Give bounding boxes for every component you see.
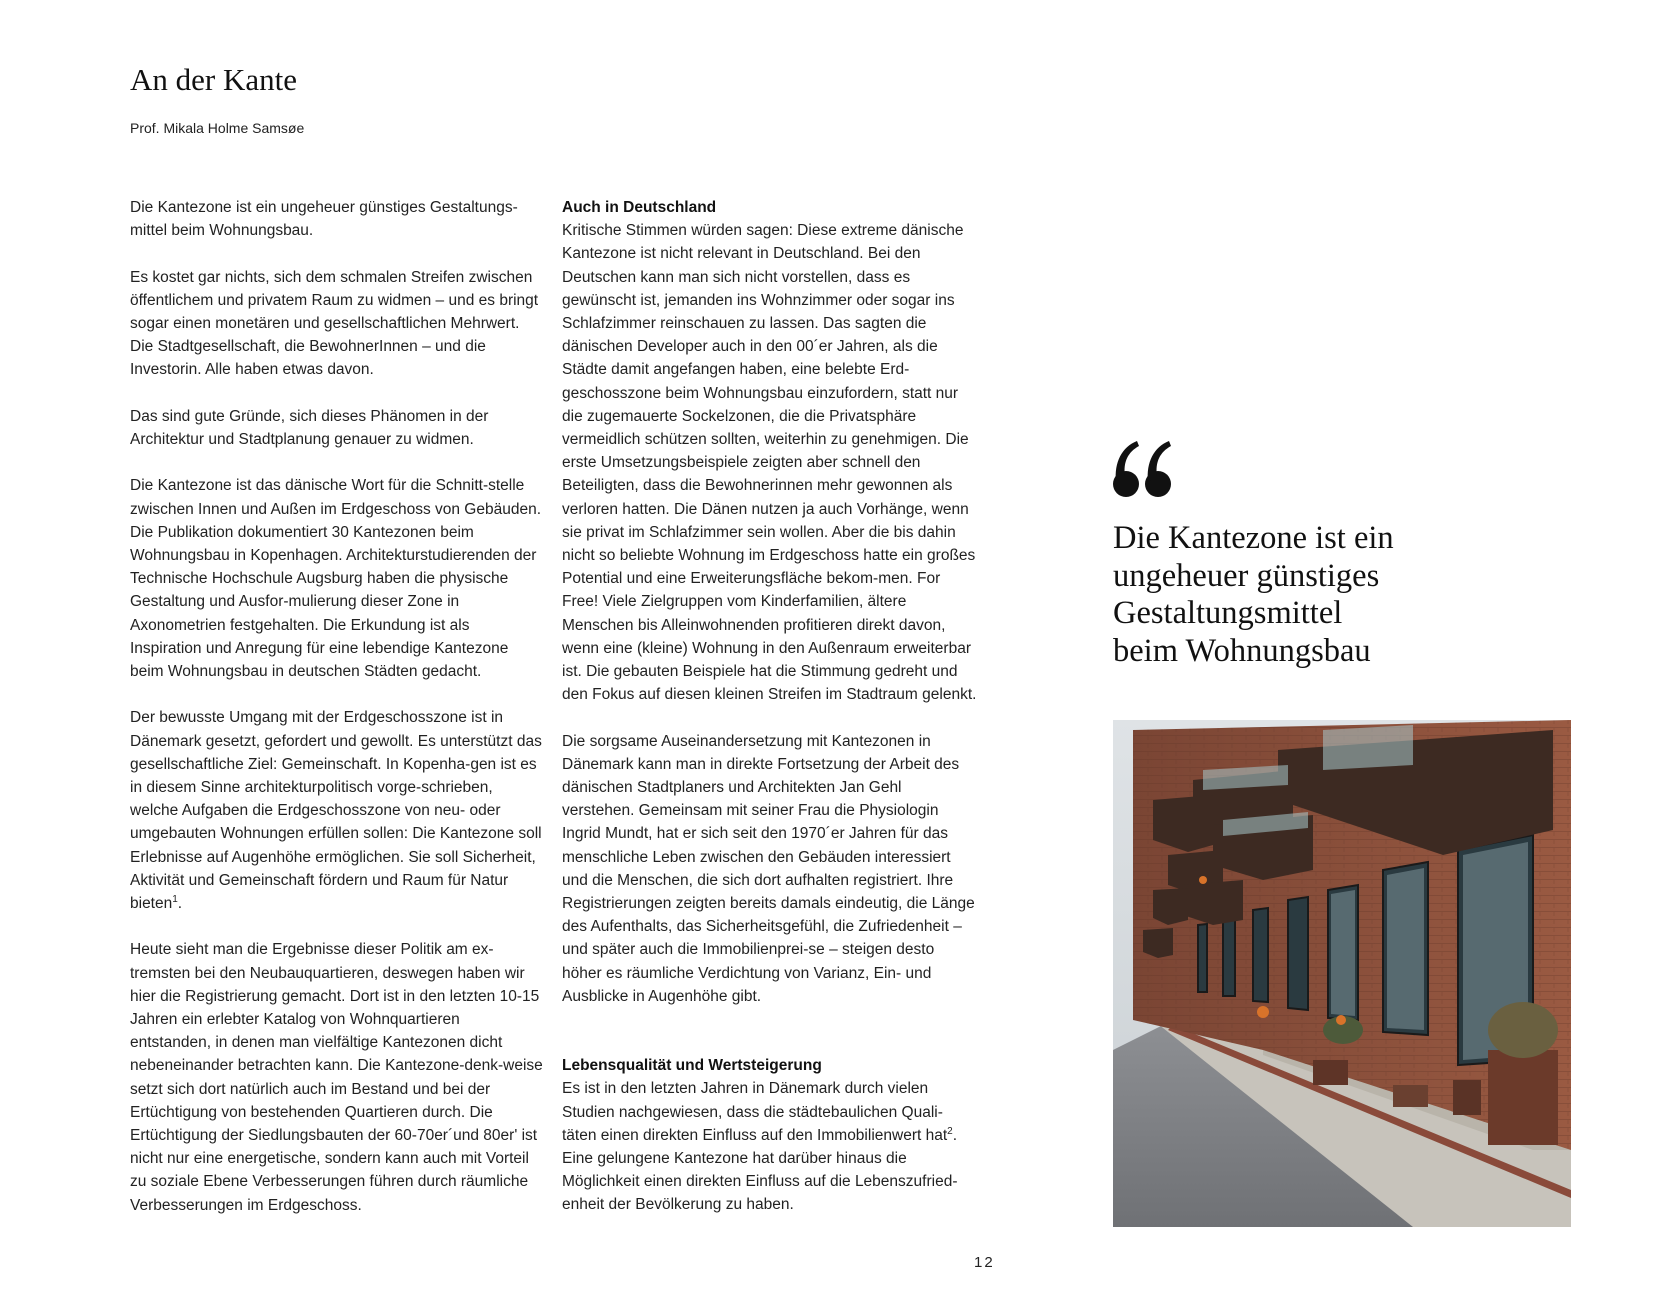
quote-line: ungeheuer günstiges [1113, 557, 1380, 594]
paragraph: Die sorgsame Auseinandersetzung mit Kantezonen in Dänemark kann man in direkte Fortsetzung der Arbeit des dänischen Stadtplaners und Architekten Jan Gehl verstehen. Gemeinsam mit seiner Frau die Physiologin Ingrid Mundt, hat er sich seit den 1970´er Jahren für das menschliche Leben zwischen den Gebäuden interessiert und die Menschen, die sich dort aufhalten registriert. Ihre Registrierungen zeigten bereits damals eindeutig, die Länge des Aufenthalts, das Sicherheitsgefühl, die Zufriedenheit – und später auch die Immobilienprei-se – steigen desto höher es räumliche Verdichtung von Varianz, Ein- und Ausblicke in Augenhöhe gibt. [562, 732, 975, 1005]
pull-quote [1113, 520, 1553, 670]
section-spacer [562, 1008, 977, 1054]
quote-line: Die Kantezone ist ein [1113, 520, 1394, 556]
paragraph-text: Es ist in den letzten Jahren in Dänemark durch vielen Studien nachgewiesen, dass die städtebaulichen Quali-täten einen direkten Einfluss auf den Immobilienwert hat [562, 1080, 948, 1144]
paragraph: Die Kantezone ist das dänische Wort für die Schnitt-stelle zwischen Innen und Außen im Erdgeschoss von Gebäuden. Die Publikation dokumentiert 30 Kantezonen beim Wohnungsbau in Kopenhagen. Architekturstudierenden der Technische Hochschule Augsburg haben die physische Gestaltung und Ausfor-mulierung dieser Zone in Axonometrien festgehalten. Die Erkundung ist als Inspiration und Anregung für eine lebendige Kantezone beim Wohnungsbau in deutschen Städten gedacht. [130, 477, 542, 681]
paragraph: Heute sieht man die Ergebnisse dieser Politik am ex-tremsten bei den Neubauquartieren, deswegen haben wir hier die Registrierung gemacht. Dort ist in den letzten 10-15 Jahren ein erlebter Katalog von Wohnquartieren entstanden, in denen man vielfältige Kantezonen dicht nebeneinander betrachten kann. Die Kantezone-denk-weise setzt sich dort natürlich auch im Bestand und bei der Ertüchtigung von bestehenden Quartieren durch. Die Ertüchtigung der Siedlungsbauten der 60-70er´und 80er' ist nicht nur eine energetische, sondern kann auch mit Vorteil zu soziale Ebene Verbesserungen führen durch räumliche Verbesserungen im Erdgeschoss. [130, 941, 543, 1214]
paragraph [562, 1077, 977, 1216]
paragraph: Kritische Stimmen würden sagen: Diese extreme dänische Kantezone ist nicht relevant in Deutschland. Bei den Deutschen kann man sich nicht vorstellen, dass es gewünscht ist, jemanden ins Wohnzimmer oder sogar ins Schlafzimmer reinschauen zu lassen. Das sagten die dänischen Developer auch in den 00´er Jahren, als die Städte damit angefangen haben, eine belebte Erd-geschosszone beim Wohnungsbau einzufordern, statt nur die zugemauerte Sockelzonen, die die Privatsphäre vermeidlich schützen sollten, weiterhin zu genehmigen. Die erste Umsetzungsbeispiele zeigten aber schnell den Beteiligten, dass die Bewohnerinnen mehr gewonnen als verloren hatten. Die Dänen nutzen ja auch Vorhänge, wenn sie privat im Schlafzimmer sein wollen. Aber die bis dahin nicht so beliebte Wohnung im Erdgeschoss hatte ein großes Potential und eine Erweiterungsfläche bekom-men. For Free! Viele Zielgruppen vom Kinderfamilien, ältere Menschen bis Alleinwohnenden profitieren direkt davon, wenn eine (kleine) Wohnung in den Außenraum erweiterbar ist. Die gebauten Beispiele hat die Stimmung gedreht und den Fokus auf diesen kleinen Streifen im Stadtraum gelenkt. [562, 222, 977, 704]
page-title: An der Kante [130, 62, 297, 97]
section-heading: Lebensqualität und Wertsteigerung [562, 1057, 822, 1075]
street-photo [1113, 720, 1571, 1227]
paragraph [130, 706, 545, 915]
paragraph-end: . Eine gelungene Kantezone hat darüber hinaus die Möglichkeit einen direkten Einfluss auf die Lebenszufried-enheit der Bevölkerung zu haben. [562, 1126, 958, 1214]
paragraph-text: Der bewusste Umgang mit der Erdgeschosszone ist in Dänemark gesetzt, gefordert und gewollt. Es unterstützt das gesellschaftliche Ziel: Gemeinschaft. In Kopenha-gen ist es in diesem Sinne architekturpolitisch vorge-schrieben, welche Aufgaben die Erdgeschosszone von neu- oder umgebauten Wohnungen erfüllen sollen: Die Kantezone soll Erlebnisse auf Augenhöhe ermöglichen. Sie soll Sicherheit, Aktivität und Gemeinschaft fördern und Raum für Natur bieten [130, 709, 542, 913]
author-name: Prof. Mikala Holme Samsøe [130, 120, 305, 136]
text-column-middle [562, 196, 977, 1217]
paragraph-end: . [177, 895, 183, 913]
page-number: 12 [974, 1254, 995, 1271]
footnote-marker: 2 [947, 1125, 953, 1137]
section-heading: Auch in Deutschland [562, 199, 717, 216]
paragraph: Das sind gute Gründe, sich dieses Phänomen in der Architektur und Stadtplanung genauer zu widmen. [130, 407, 489, 448]
paragraph: Es kostet gar nichts, sich dem schmalen Streifen zwischen öffentlichem und privatem Raum zu widmen – und es bringt sogar einen monetären und gesellschaftlichen Mehrwert. Die Stadtgesellschaft, die BewohnerInnen – und die Investorin. Alle haben etwas davon. [130, 268, 539, 379]
intro-paragraph: Die Kantezone ist ein ungeheuer günstiges Gestaltungs-mittel beim Wohnungsbau. [130, 199, 518, 240]
quote-line: Gestaltungsmittel [1113, 595, 1343, 631]
quote-mark-icon [1112, 438, 1174, 504]
text-column-left [130, 196, 545, 1217]
quote-line: beim Wohnungsbau [1113, 632, 1371, 669]
footnote-marker: 1 [172, 894, 178, 906]
